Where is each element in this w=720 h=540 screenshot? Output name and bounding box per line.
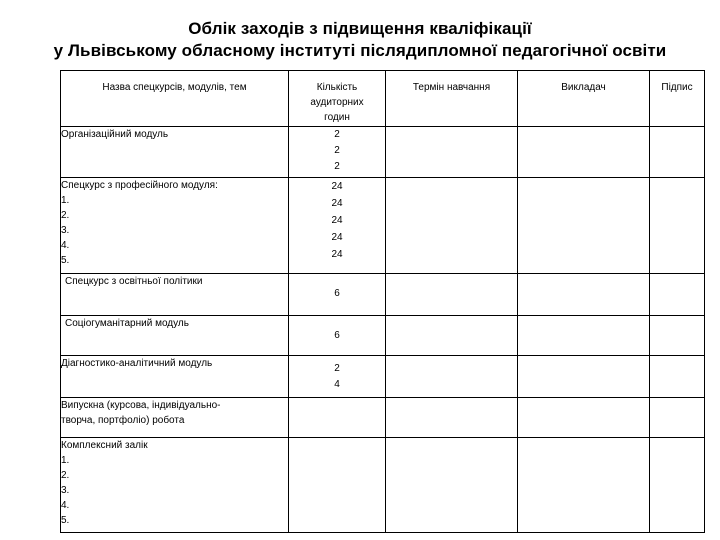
course-name-line: творча, портфоліо) робота: [61, 415, 185, 426]
document-title: [0, 18, 720, 62]
header-hours: [289, 71, 386, 127]
hours-value: 2: [334, 145, 340, 156]
term-cell: [386, 356, 518, 398]
course-name-line: 5.: [61, 515, 70, 526]
hours-value: 24: [331, 198, 343, 209]
hours-cell: [289, 178, 386, 274]
title-line-1: Облік заходів з підвищення кваліфікації: [188, 19, 532, 38]
hours-value: 2: [334, 161, 340, 172]
term-cell: [386, 398, 518, 438]
hours-cell: [289, 398, 386, 438]
hours-value: 2: [334, 363, 340, 374]
training-record-table: [60, 70, 705, 533]
course-name-line: Спецкурс з освітньої політики: [65, 276, 203, 287]
course-name-cell: [61, 438, 289, 533]
course-name-line: 4.: [61, 500, 70, 511]
table-row: [61, 178, 705, 274]
header-term: Термін навчання: [386, 71, 518, 127]
signature-cell: [650, 398, 705, 438]
teacher-cell: [518, 438, 650, 533]
course-name-cell: [61, 274, 289, 316]
signature-cell: [650, 178, 705, 274]
header-hours-line: годин: [324, 112, 350, 123]
course-name-cell: [61, 316, 289, 356]
header-hours-line: аудиторних: [310, 97, 364, 108]
course-name-line: Діагностико-аналітичний модуль: [61, 358, 213, 369]
table-row: [61, 316, 705, 356]
hours-cell: [289, 316, 386, 356]
term-cell: [386, 178, 518, 274]
table-row: [61, 438, 705, 533]
course-name-line: Організаційний модуль: [61, 129, 169, 140]
teacher-cell: [518, 127, 650, 178]
course-name-cell: [61, 127, 289, 178]
table-row: [61, 274, 705, 316]
course-name-cell: [61, 398, 289, 438]
table-row: [61, 127, 705, 178]
hours-value: 24: [331, 181, 343, 192]
signature-cell: [650, 356, 705, 398]
table-header-row: [61, 71, 705, 127]
header-teacher: Викладач: [518, 71, 650, 127]
course-name-line: 3.: [61, 225, 70, 236]
hours-cell: [289, 127, 386, 178]
course-name-line: 1.: [61, 195, 70, 206]
hours-value: 6: [334, 330, 340, 341]
hours-value: 24: [331, 232, 343, 243]
term-cell: [386, 316, 518, 356]
course-name-line: Спецкурс з професійного модуля:: [61, 180, 218, 191]
course-name-cell: [61, 356, 289, 398]
hours-value: 6: [334, 288, 340, 299]
hours-value: 24: [331, 249, 343, 260]
teacher-cell: [518, 316, 650, 356]
course-name-line: Комплексний залік: [61, 440, 148, 451]
teacher-cell: [518, 398, 650, 438]
term-cell: [386, 127, 518, 178]
course-name-line: 2.: [61, 210, 70, 221]
signature-cell: [650, 438, 705, 533]
term-cell: [386, 274, 518, 316]
course-name-line: 3.: [61, 485, 70, 496]
hours-cell: [289, 438, 386, 533]
teacher-cell: [518, 356, 650, 398]
header-course-name: Назва спецкурсів, модулів, тем: [61, 71, 289, 127]
course-name-line: 4.: [61, 240, 70, 251]
hours-value: 2: [334, 129, 340, 140]
signature-cell: [650, 127, 705, 178]
course-name-line: 2.: [61, 470, 70, 481]
hours-value: 24: [331, 215, 343, 226]
course-name-cell: [61, 178, 289, 274]
table-row: [61, 398, 705, 438]
signature-cell: [650, 316, 705, 356]
title-line-2: у Львівському обласному інституті післядипломної педагогічної освіти: [53, 41, 667, 60]
course-name-line: Соціогуманітарний модуль: [65, 318, 189, 329]
signature-cell: [650, 274, 705, 316]
teacher-cell: [518, 178, 650, 274]
course-name-line: 5.: [61, 255, 70, 266]
teacher-cell: [518, 274, 650, 316]
course-name-line: Випускна (курсова, індивідуально-: [61, 400, 221, 411]
course-name-line: 1.: [61, 455, 70, 466]
header-hours-line: Кількість: [316, 82, 358, 93]
header-signature: Підпис: [650, 71, 705, 127]
hours-cell: [289, 274, 386, 316]
term-cell: [386, 438, 518, 533]
hours-value: 4: [334, 379, 340, 390]
table-row: [61, 356, 705, 398]
hours-cell: [289, 356, 386, 398]
